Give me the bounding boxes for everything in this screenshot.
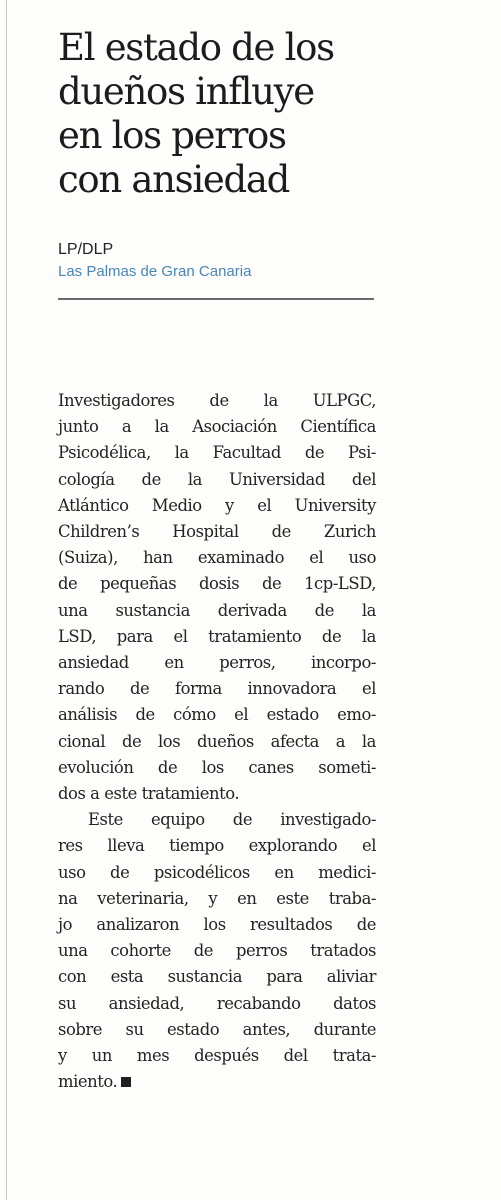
text-line: (Suiza), han examinado el uso (58, 548, 376, 568)
end-of-article-square-icon (121, 1077, 131, 1087)
column-rule (6, 0, 7, 1200)
text-line: Children’s Hospital de Zurich (58, 522, 376, 542)
divider (58, 298, 374, 300)
headline-line: dueños influye (58, 70, 314, 113)
headline (58, 26, 374, 202)
paragraph-1 (58, 388, 376, 807)
article-body (58, 388, 376, 1095)
text-line: res lleva tiempo explorando el (58, 836, 376, 856)
text-line: dos a este tratamiento. (58, 784, 240, 804)
location: Las Palmas de Gran Canaria (58, 263, 252, 280)
text-line: junto a la Asociación Científica (58, 417, 376, 437)
text-line: su ansiedad, recabando datos (58, 993, 376, 1013)
text-line: análisis de cómo el estado emo- (58, 705, 376, 725)
text-line: uso de psicodélicos en medici- (58, 862, 376, 882)
headline-line: en los perros (58, 114, 286, 157)
article-header (58, 26, 374, 300)
text-line: Investigadores de la ULPGC, (58, 391, 376, 410)
text-line-content: miento. (58, 1072, 118, 1092)
text-line: rando de forma innovadora el (58, 679, 376, 699)
text-line: na veterinaria, y en este traba- (58, 888, 376, 908)
text-line: LSD, para el tratamiento de la (58, 626, 376, 646)
text-line: ansiedad en perros, incorpo- (58, 653, 376, 673)
paragraph-2 (58, 807, 376, 1095)
text-line: Psicodélica, la Facultad de Psi- (58, 443, 376, 463)
text-line: una sustancia derivada de la (58, 600, 376, 620)
text-line: una cohorte de perros tratados (58, 941, 376, 961)
text-line: cología de la Universidad del (58, 469, 376, 489)
text-line: Atlántico Medio y el University (58, 495, 376, 515)
text-line: con esta sustancia para aliviar (58, 967, 376, 987)
text-line: Este equipo de investigado- (88, 810, 376, 830)
byline (58, 239, 374, 283)
text-line: sobre su estado antes, durante (58, 1019, 376, 1039)
author: LP/DLP (58, 241, 114, 258)
headline-line: El estado de los (58, 26, 334, 69)
text-line: jo analizaron los resultados de (58, 915, 376, 935)
text-line: cional de los dueños afecta a la (58, 731, 376, 751)
text-line-final (58, 1069, 376, 1095)
text-line: evolución de los canes someti- (58, 757, 376, 777)
text-line: de pequeñas dosis de 1cp-LSD, (58, 574, 376, 594)
text-line: y un mes después del trata- (58, 1046, 376, 1066)
headline-line: con ansiedad (58, 158, 290, 201)
